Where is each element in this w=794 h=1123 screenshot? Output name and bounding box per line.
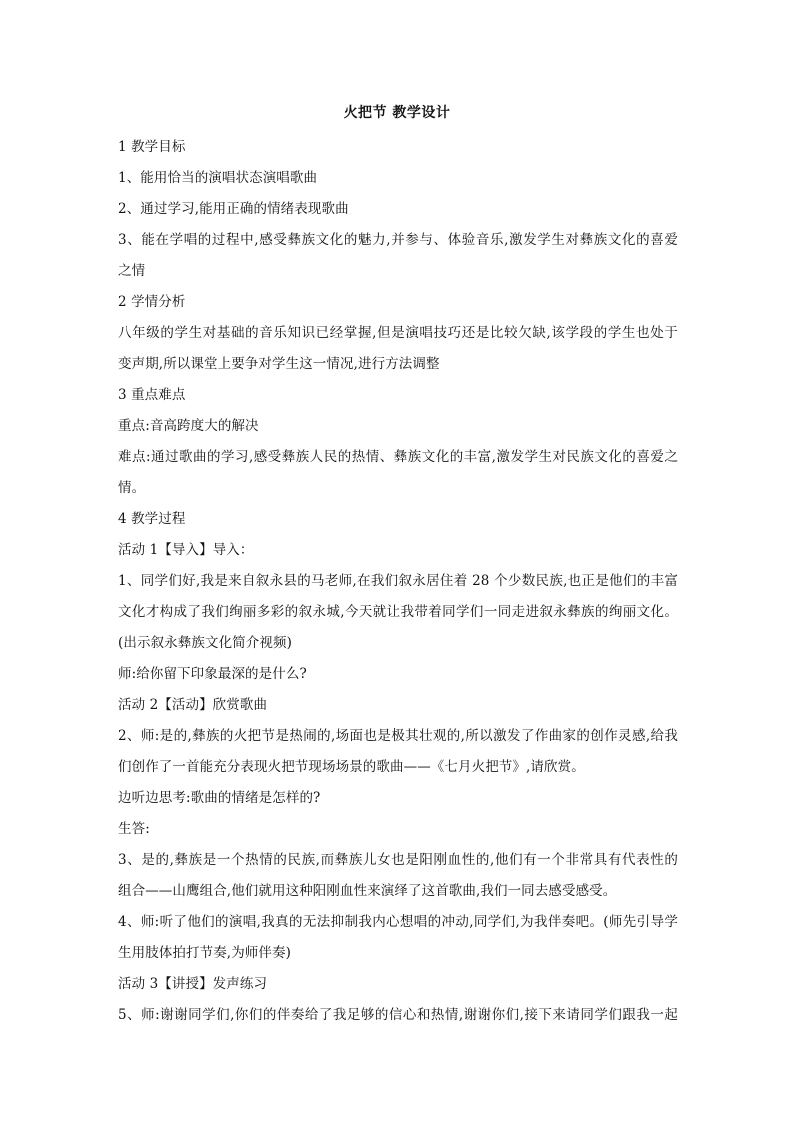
text-line: 3、能在学唱的过程中,感受彝族文化的魅力,并参与、体验音乐,激发学生对彝族文化的喜爱: [118, 232, 678, 248]
text-line: 情。: [118, 480, 146, 496]
text-line: 2、师:是的,彝族的火把节是热闹的,场面也是极其壮观的,所以激发了作曲家的创作灵感,给我: [118, 728, 678, 744]
text-line: 3 重点难点: [118, 387, 186, 403]
text-line: 难点:通过歌曲的学习,感受彝族人民的热情、彝族文化的丰富,激发学生对民族文化的喜爱之: [118, 449, 678, 465]
text-line: 生答:: [118, 821, 150, 837]
text-line: 边听边思考:歌曲的情绪是怎样的?: [118, 790, 321, 806]
text-line: 2 学情分析: [118, 294, 186, 310]
document-title: 火把节 教学设计: [343, 105, 451, 121]
text-line: 师:给你留下印象最深的是什么?: [118, 666, 307, 682]
text-line: (出示叙永彝族文化简介视频): [118, 635, 292, 651]
text-line: 5、师:谢谢同学们,你们的伴奏给了我足够的信心和热情,谢谢你们,接下来请同学们跟我一起: [118, 1007, 678, 1023]
text-line: 1 教学目标: [118, 139, 186, 155]
text-line: 1、同学们好,我是来自叙永县的马老师,在我们叙永居住着 28 个少数民族,也正是他们的丰富: [118, 573, 678, 589]
text-line: 4、师:听了他们的演唱,我真的无法抑制我内心想唱的冲动,同学们,为我伴奏吧。(师先引导学: [118, 914, 678, 930]
text-line: 1、能用恰当的演唱状态演唱歌曲: [118, 170, 318, 186]
text-line: 之情: [118, 263, 146, 279]
text-line: 八年级的学生对基础的音乐知识已经掌握,但是演唱技巧还是比较欠缺,该学段的学生也处于: [118, 325, 678, 341]
text-line: 活动 1【导入】导入：: [118, 542, 254, 558]
text-line: 活动 2【活动】欣赏歌曲: [118, 697, 268, 713]
text-line: 文化才构成了我们绚丽多彩的叙永城,今天就让我带着同学们一同走进叙永彝族的绚丽文化。: [118, 604, 678, 620]
text-line: 变声期,所以课堂上要争对学生这一情况,进行方法调整: [118, 356, 440, 372]
text-line: 2、通过学习,能用正确的情绪表现歌曲: [118, 201, 349, 217]
text-line: 活动 3【讲授】发声练习: [118, 976, 268, 992]
text-line: 4 教学过程: [118, 511, 186, 527]
text-line: 组合——山鹰组合,他们就用这种阳刚血性来演绎了这首歌曲,我们一同去感受感受。: [118, 883, 617, 899]
text-line: 生用肢体拍打节奏,为师伴奏): [118, 945, 291, 961]
text-line: 重点:音高跨度大的解决: [118, 418, 259, 434]
text-line: 3、是的,彝族是一个热情的民族,而彝族儿女也是阳刚血性的,他们有一个非常具有代表性的: [118, 852, 678, 868]
document-body: [118, 132, 678, 1031]
text-line: 们创作了一首能充分表现火把节现场场景的歌曲——《七月火把节》,请欣赏。: [118, 759, 585, 775]
